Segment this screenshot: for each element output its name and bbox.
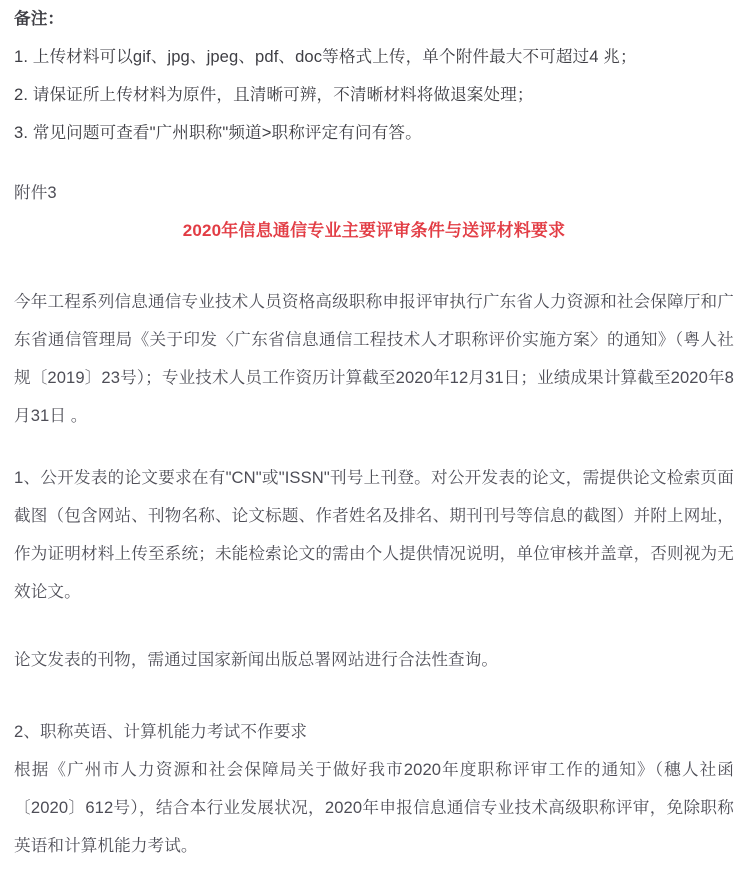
exam-exemption-paragraph: 根据《广州市人力资源和社会保障局关于做好我市2020年度职称评审工作的通知》（穗人社函〔2020〕612号），结合本行业发展状况，2020年申报信息通信专业技术高级职称评审，免除职称英语和计算机能力考试。: [14, 760, 734, 855]
attachment-label: 附件3: [14, 183, 57, 202]
note-item-original-materials: 2. 请保证所上传材料为原件，且清晰可辨，不清晰材料将做退案处理；: [14, 85, 534, 104]
notes-section: [14, 0, 734, 152]
note-item-upload-formats: 1. 上传材料可以gif、jpg、jpeg、pdf、doc等格式上传，单个附件最大不可超过4 兆；: [14, 47, 637, 66]
notes-heading: 备注：: [14, 9, 65, 28]
paper-requirements-paragraph: 1、公开发表的论文要求在有"CN"或"ISSN"刊号上刊登。对公开发表的论文，需提供论文检索页面截图（包含网站、刊物名称、论文标题、作者姓名及排名、期刊刊号等信息的截图）并附上网址，作为证明材料上传至系统；未能检索论文的需由个人提供情况说明，单位审核并盖章，否则视为无效论文。: [14, 468, 734, 601]
intro-paragraph: 今年工程系列信息通信专业技术人员资格高级职称申报评审执行广东省人力资源和社会保障厅和广东省通信管理局《关于印发〈广东省信息通信工程技术人才职称评价实施方案〉的通知》（粤人社规〔2019〕23号）；专业技术人员工作资历计算截至2020年12月31日；业绩成果计算截至2020年8月31日 。: [14, 292, 734, 425]
attachment-title: 2020年信息通信专业主要评审条件与送评材料要求: [182, 221, 566, 240]
note-item-faq-channel: 3. 常见问题可查看"广州职称"频道>职称评定有问有答。: [14, 123, 422, 142]
exam-exemption-heading: 2、职称英语、计算机能力考试不作要求: [14, 722, 308, 741]
journal-legality-paragraph: 论文发表的刊物，需通过国家新闻出版总署网站进行合法性查询。: [14, 650, 499, 669]
